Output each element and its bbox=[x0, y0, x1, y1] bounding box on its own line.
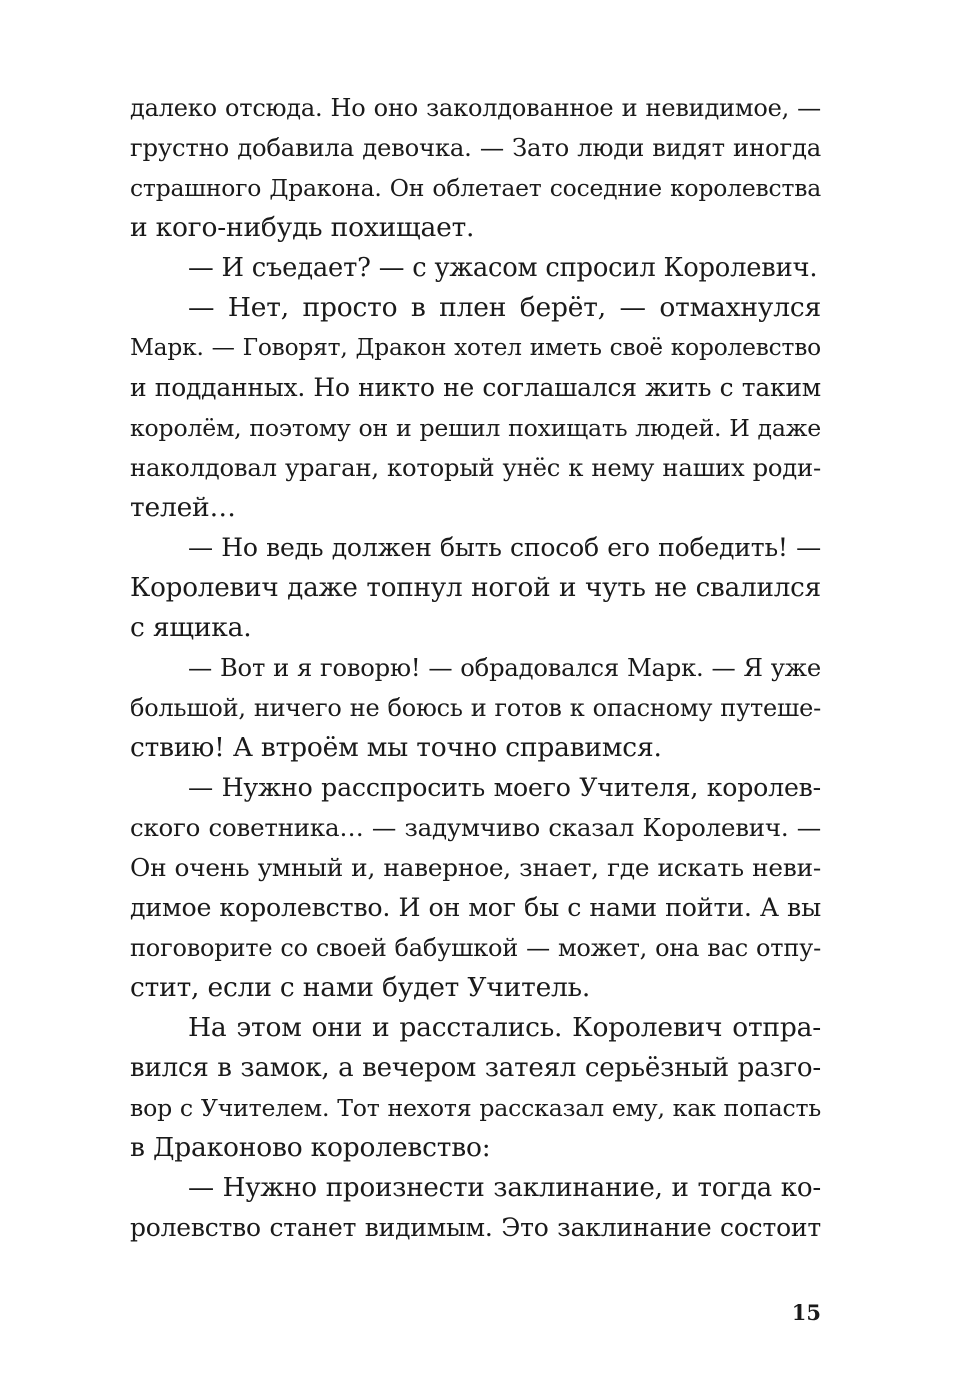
text-line: Марк. — Говорят, Дракон хотел иметь своё королевство bbox=[130, 334, 821, 361]
text-line: телей… bbox=[130, 492, 236, 523]
text-line: большой, ничего не боюсь и готов к опасному путеше- bbox=[130, 694, 821, 722]
text-line: с ящика. bbox=[130, 612, 252, 643]
text-line: — Нет, просто в плен берёт, — отмахнулся bbox=[188, 292, 821, 323]
text-line: вился в замок, а вечером затеял серьёзный разго- bbox=[130, 1053, 821, 1083]
text-line: ского советника… — задумчиво сказал Королевич. — bbox=[130, 813, 821, 842]
text-line: королём, поэтому он и решил похищать людей. И даже bbox=[130, 414, 821, 442]
text-line: димое королевство. И он мог бы с нами пойти. А вы bbox=[130, 893, 821, 922]
text-line: — Вот и я говорю! — обрадовался Марк. — Я уже bbox=[188, 654, 821, 682]
text-line: вор с Учителем. Тот нехотя рассказал ему, как попасть bbox=[130, 1094, 821, 1122]
text-line: поговорите со своей бабушкой — может, она вас отпу- bbox=[130, 934, 821, 962]
text-line: ствию! А втроём мы точно справимся. bbox=[130, 732, 662, 763]
text-line: страшного Дракона. Он облетает соседние королевства bbox=[130, 174, 821, 202]
text-line: далеко отсюда. Но оно заколдованное и невидимое, — bbox=[130, 94, 821, 122]
text-line: На этом они и расстались. Королевич отпра- bbox=[188, 1012, 821, 1043]
text-line: — Нужно расспросить моего Учителя, королев- bbox=[188, 773, 821, 802]
text-line: и подданных. Но никто не соглашался жить с таким bbox=[130, 373, 821, 402]
text-line: грустно добавила девочка. — Зато люди видят иногда bbox=[130, 133, 821, 162]
text-line: ролевство станет видимым. Это заклинание состоит bbox=[130, 1213, 821, 1242]
text-line: Он очень умный и, наверное, знает, где искать неви- bbox=[130, 853, 821, 882]
body-text bbox=[130, 88, 821, 1248]
text-line: — И съедает? — с ужасом спросил Королевич. bbox=[188, 253, 818, 283]
text-line: стит, если с нами будет Учитель. bbox=[130, 972, 591, 1003]
text-line: — Но ведь должен быть способ его победить! — bbox=[188, 533, 821, 562]
text-line: — Нужно произнести заклинание, и тогда ко- bbox=[188, 1173, 821, 1203]
page-number: 15 bbox=[791, 1300, 821, 1325]
text-line: и кого-нибудь похищает. bbox=[130, 212, 475, 243]
text-line: в Драконово королевство: bbox=[130, 1132, 491, 1163]
text-line: Королевич даже топнул ногой и чуть не свалился bbox=[130, 573, 821, 603]
text-line: наколдовал ураган, который унёс к нему наших роди- bbox=[130, 453, 821, 482]
